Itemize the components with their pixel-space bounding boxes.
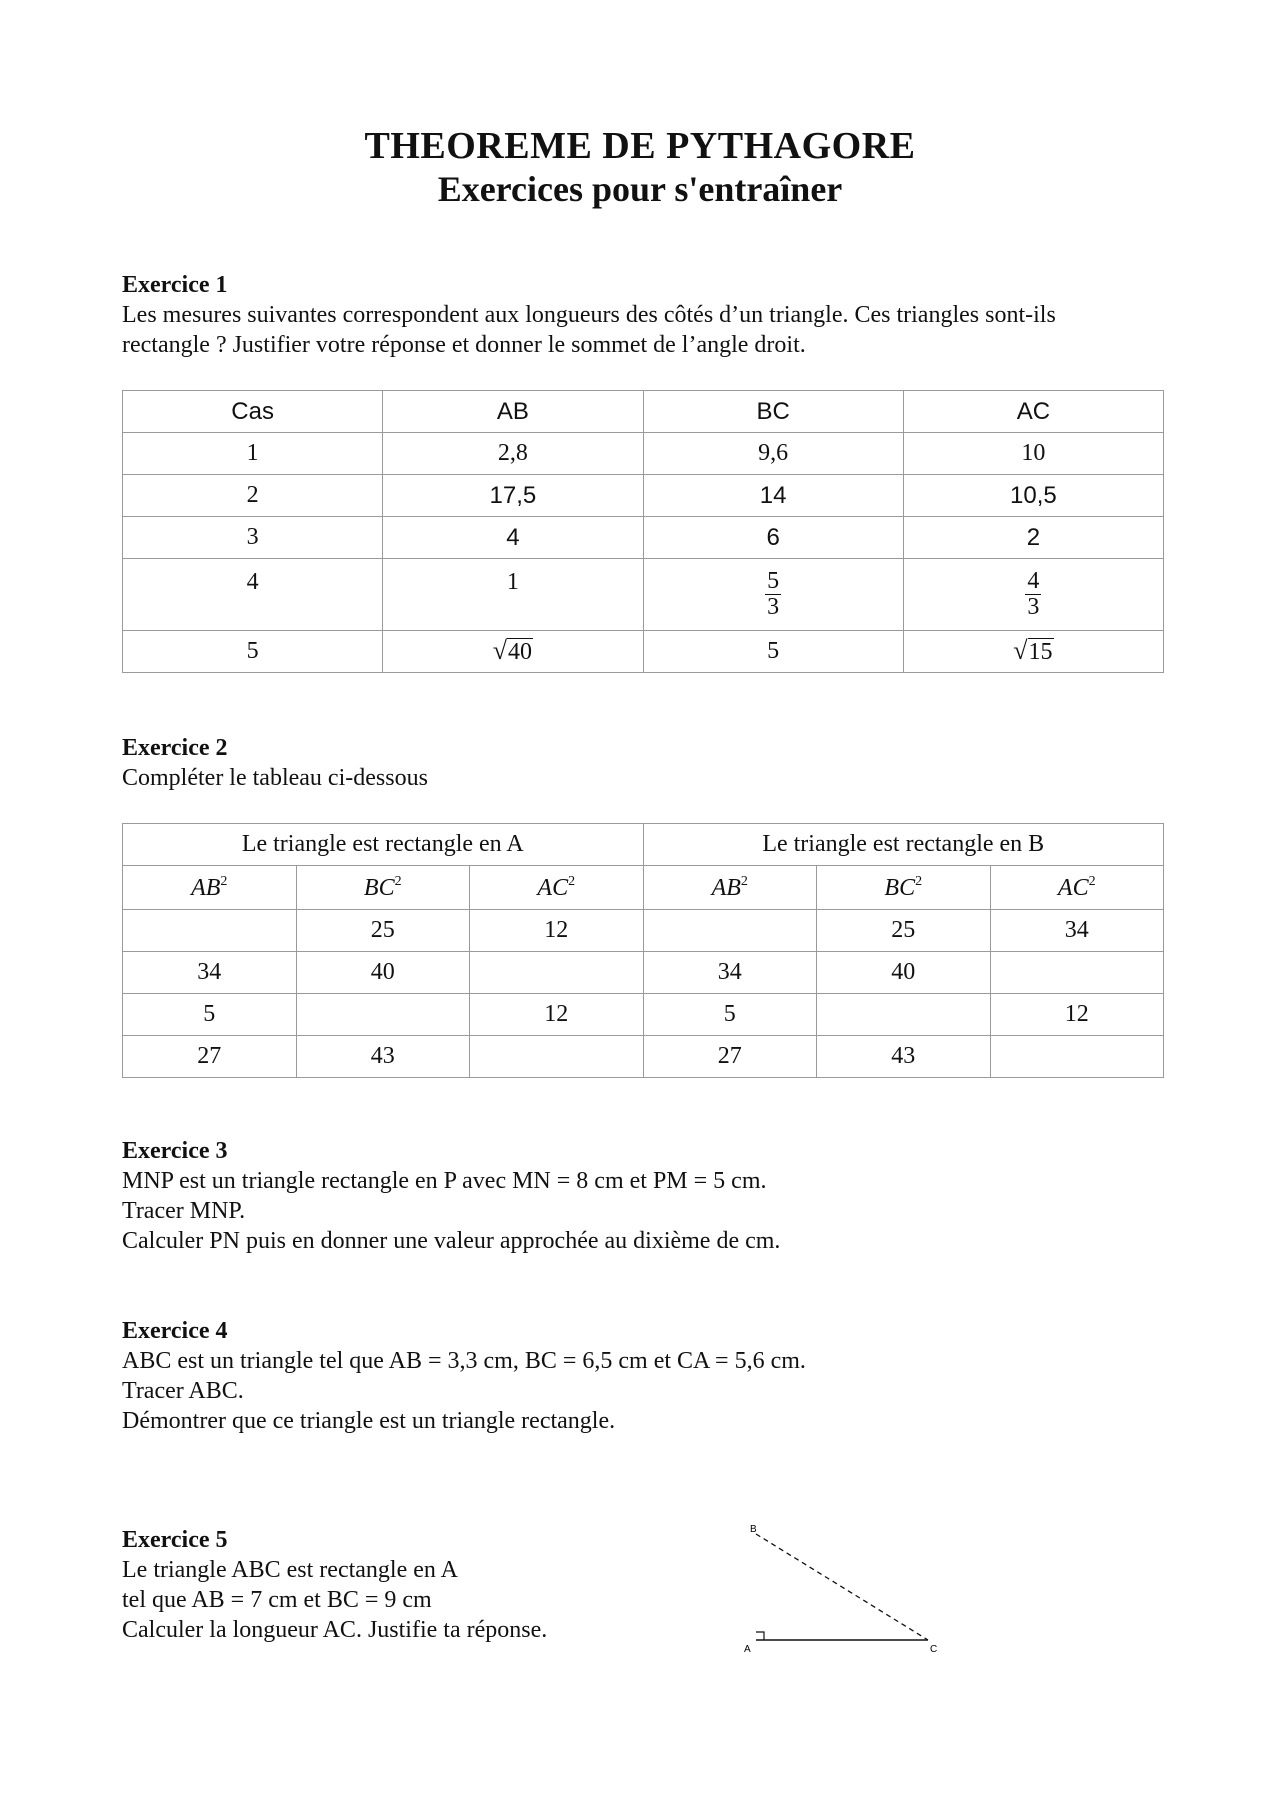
table-cell: 14 — [643, 475, 903, 517]
table-cell: 43 — [817, 1036, 991, 1078]
table-row — [123, 952, 1164, 994]
radicand: 40 — [508, 638, 533, 665]
table-cell: 5 — [643, 631, 903, 673]
exercise-3-line: MNP est un triangle rectangle en P avec MN = 8 cm et PM = 5 cm. — [122, 1168, 767, 1194]
fraction-5-3 — [765, 569, 781, 620]
variable-name: AC — [537, 874, 569, 901]
fraction-4-3 — [1025, 569, 1041, 620]
table-row — [123, 631, 1164, 673]
table-cell: 34 — [123, 952, 297, 994]
table-cell: 2 — [903, 517, 1163, 559]
variable-name: BC — [884, 874, 916, 901]
table-cell: 25 — [296, 910, 470, 952]
fraction-denominator: 3 — [1027, 594, 1040, 620]
fraction-numerator: 5 — [767, 567, 780, 594]
table-header-row — [123, 866, 1164, 910]
table-cell: 27 — [643, 1036, 817, 1078]
table-cell: 4 — [383, 517, 643, 559]
table-header-row — [123, 391, 1164, 433]
table-cell: 40 — [296, 952, 470, 994]
fraction-numerator: 4 — [1027, 567, 1040, 594]
exponent: 2 — [220, 873, 228, 889]
table-cell: 3 — [123, 517, 383, 559]
exponent: 2 — [740, 873, 748, 889]
radical-sign: √ — [1013, 635, 1028, 665]
table-cell: 27 — [123, 1036, 297, 1078]
header-cell-ac: AC — [903, 391, 1163, 433]
table-cell: 5 — [123, 994, 297, 1036]
table-row — [123, 994, 1164, 1036]
table-row — [123, 433, 1164, 475]
exercise-5-line: Le triangle ABC est rectangle en A — [122, 1557, 458, 1583]
table-cell: 17,5 — [383, 475, 643, 517]
exercise-4-heading: Exercice 4 — [122, 1318, 228, 1344]
variable-name: AC — [1057, 874, 1089, 901]
table-cell — [990, 1036, 1164, 1078]
header-cell-bc-squared — [296, 866, 470, 910]
exercise-3-line: Tracer MNP. — [122, 1198, 246, 1224]
hypotenuse-bc — [756, 1534, 928, 1640]
exercise-4-line: Démontrer que ce triangle est un triangle rectangle. — [122, 1408, 616, 1434]
variable-name: AB — [711, 874, 741, 901]
exercise-5-line: Calculer la longueur AC. Justifie ta réponse. — [122, 1617, 548, 1643]
vertex-label-b: B — [750, 1524, 757, 1535]
header-cell-ab: AB — [383, 391, 643, 433]
header-cell-bc: BC — [643, 391, 903, 433]
table-cell: 5 — [643, 994, 817, 1036]
variable-ab-squared — [712, 875, 748, 901]
table-row — [123, 910, 1164, 952]
table-cell: 10 — [903, 433, 1163, 475]
table-cell: 4 — [123, 559, 383, 631]
group-header-b: Le triangle est rectangle en B — [643, 824, 1164, 866]
table-cell — [903, 631, 1163, 673]
table-cell — [296, 994, 470, 1036]
variable-ab-squared — [191, 875, 227, 901]
exercise-5-line: tel que AB = 7 cm et BC = 9 cm — [122, 1587, 432, 1613]
exercise-5-heading: Exercice 5 — [122, 1527, 228, 1553]
variable-ac-squared — [537, 875, 575, 901]
table-row — [123, 475, 1164, 517]
exercise-4-line: ABC est un triangle tel que AB = 3,3 cm, BC = 6,5 cm et CA = 5,6 cm. — [122, 1348, 806, 1374]
table-cell — [643, 559, 903, 631]
exercise-4-line: Tracer ABC. — [122, 1378, 244, 1404]
exponent: 2 — [915, 873, 923, 889]
page-subtitle: Exercices pour s'entraîner — [437, 169, 843, 209]
table-row — [123, 517, 1164, 559]
square-root-40 — [492, 635, 533, 665]
table-cell: 34 — [643, 952, 817, 994]
exercise-1-table — [122, 390, 1164, 673]
group-header-a: Le triangle est rectangle en A — [123, 824, 644, 866]
header-cell-ab-squared — [643, 866, 817, 910]
exponent: 2 — [1088, 873, 1096, 889]
exercise-2-table — [122, 823, 1164, 1078]
table-cell: 5 — [123, 631, 383, 673]
exercise-2-heading: Exercice 2 — [122, 735, 228, 761]
table-cell: 34 — [990, 910, 1164, 952]
exponent: 2 — [394, 873, 402, 889]
table-cell: 2,8 — [383, 433, 643, 475]
table-group-header-row — [123, 824, 1164, 866]
table-cell: 2 — [123, 475, 383, 517]
table-cell — [383, 631, 643, 673]
header-cell-ab-squared — [123, 866, 297, 910]
table-cell: 10,5 — [903, 475, 1163, 517]
table-cell — [990, 952, 1164, 994]
table-cell — [903, 559, 1163, 631]
page-title: THEOREME DE PYTHAGORE — [364, 125, 916, 167]
table-row — [123, 559, 1164, 631]
exercise-1-heading: Exercice 1 — [122, 272, 228, 298]
exercise-2-line: Compléter le tableau ci-dessous — [122, 765, 428, 791]
table-cell — [643, 910, 817, 952]
radical-sign: √ — [492, 635, 508, 665]
variable-bc-squared — [884, 875, 922, 901]
table-cell: 1 — [383, 559, 643, 631]
header-cell-ac-squared — [990, 866, 1164, 910]
table-cell: 12 — [470, 910, 644, 952]
table-cell: 12 — [990, 994, 1164, 1036]
exercise-3-line: Calculer PN puis en donner une valeur approchée au dixième de cm. — [122, 1228, 781, 1254]
radicand: 15 — [1028, 638, 1053, 665]
right-angle-marker — [756, 1632, 764, 1640]
exercise-1-line: rectangle ? Justifier votre réponse et donner le sommet de l’angle droit. — [122, 332, 806, 358]
header-cell-bc-squared — [817, 866, 991, 910]
variable-name: BC — [363, 874, 395, 901]
triangle-figure — [740, 1520, 950, 1660]
table-cell: 9,6 — [643, 433, 903, 475]
table-cell: 43 — [296, 1036, 470, 1078]
exponent: 2 — [568, 873, 576, 889]
table-cell — [123, 910, 297, 952]
table-cell — [470, 1036, 644, 1078]
table-cell: 25 — [817, 910, 991, 952]
exercise-1-line: Les mesures suivantes correspondent aux longueurs des côtés d’un triangle. Ces triangles sont-ils — [122, 302, 1056, 328]
table-cell — [470, 952, 644, 994]
variable-bc-squared — [364, 875, 402, 901]
header-cell-ac-squared — [470, 866, 644, 910]
vertex-label-a: A — [744, 1644, 751, 1655]
table-cell: 12 — [470, 994, 644, 1036]
square-root-15 — [1013, 635, 1053, 665]
table-cell: 1 — [123, 433, 383, 475]
table-cell: 40 — [817, 952, 991, 994]
variable-ac-squared — [1058, 875, 1096, 901]
exercise-3-heading: Exercice 3 — [122, 1138, 228, 1164]
fraction-denominator: 3 — [767, 594, 780, 620]
variable-name: AB — [191, 874, 221, 901]
table-cell — [817, 994, 991, 1036]
vertex-label-c: C — [930, 1644, 938, 1655]
header-cell-cas: Cas — [123, 391, 383, 433]
table-row — [123, 1036, 1164, 1078]
table-cell: 6 — [643, 517, 903, 559]
